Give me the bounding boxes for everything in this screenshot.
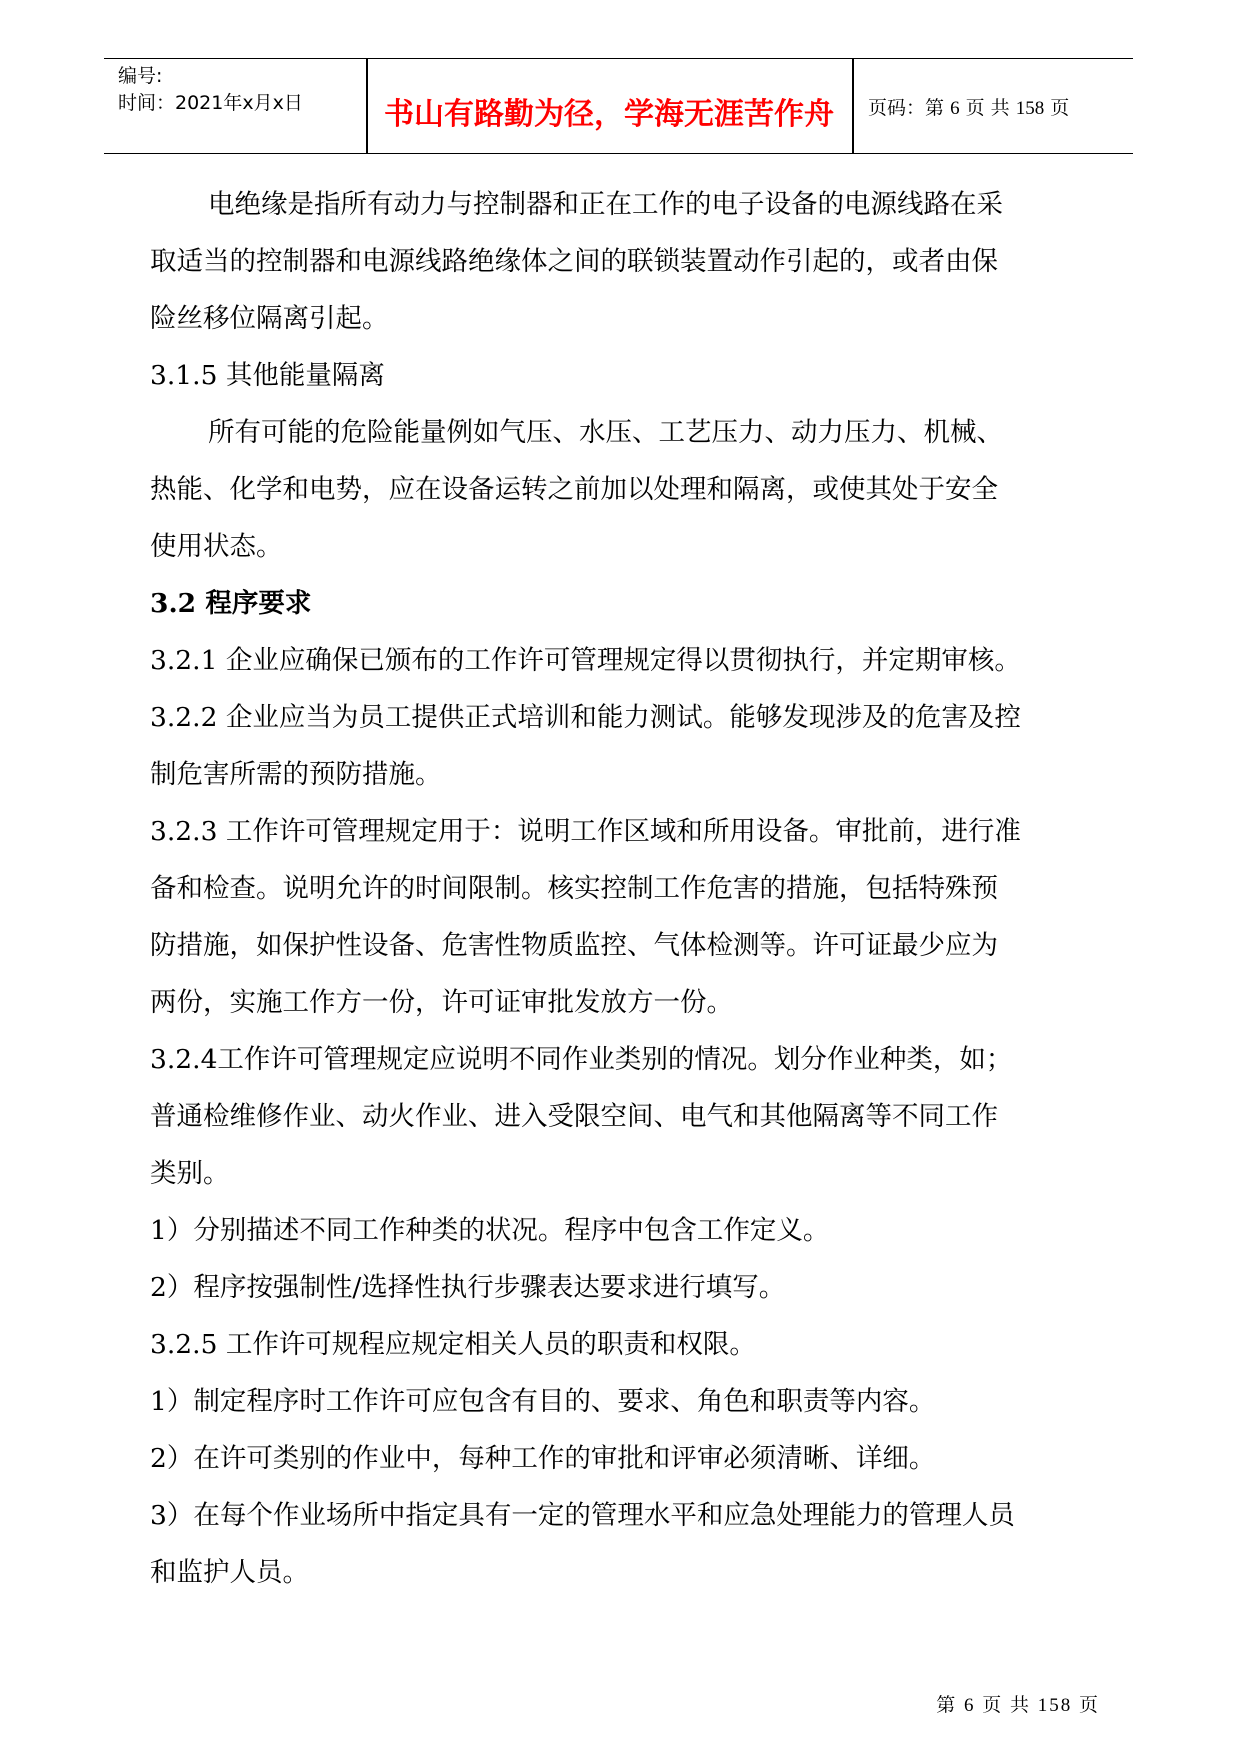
- document-body: [150, 176, 1100, 1601]
- body-line: 3.2.3 工作许可管理规定用于：说明工作区域和所用设备。审批前，进行准: [150, 816, 1021, 847]
- header-page-info: [868, 93, 1069, 120]
- header-meta: [118, 63, 303, 117]
- body-line: 制危害所需的预防措施。: [150, 759, 442, 790]
- section-heading: 3.2 程序要求: [150, 588, 312, 619]
- page-footer: 第 6 页 共 158 页: [936, 1695, 1100, 1716]
- page-mid: 页 共: [965, 97, 1010, 119]
- section-heading: 3.1.5 其他能量隔离: [150, 360, 385, 391]
- list-item: 1）制定程序时工作许可应包含有目的、要求、角色和职责等内容。: [150, 1386, 936, 1417]
- page-header: [104, 58, 1133, 154]
- header-divider: [852, 59, 854, 153]
- body-line: 所有可能的危险能量例如气压、水压、工艺压力、动力压力、机械、: [208, 417, 1003, 448]
- list-item: 2）在许可类别的作业中，每种工作的审批和评审必须清晰、详细。: [150, 1443, 936, 1474]
- page-prefix: 页码：第: [868, 97, 945, 119]
- body-line: 3.2.4工作许可管理规定应说明不同作业类别的情况。划分作业种类，如；: [150, 1044, 1013, 1075]
- body-line: 取适当的控制器和电源线路绝缘体之间的联锁装置动作引起的，或者由保: [150, 246, 998, 277]
- body-line: 3.2.2 企业应当为员工提供正式培训和能力测试。能够发现涉及的危害及控: [150, 702, 1021, 733]
- body-line: 防措施，如保护性设备、危害性物质监控、气体检测等。许可证最少应为: [150, 930, 998, 961]
- list-item: 2）程序按强制性/选择性执行步骤表达要求进行填写。: [150, 1272, 786, 1303]
- body-line: 普通检维修作业、动火作业、进入受限空间、电气和其他隔离等不同工作: [150, 1101, 998, 1132]
- page-number: 6: [950, 98, 960, 119]
- body-line: 和监护人员。: [150, 1557, 309, 1588]
- body-line: 3.2.5 工作许可规程应规定相关人员的职责和权限。: [150, 1329, 756, 1360]
- header-motto: 书山有路勤为径，学海无涯苦作舟: [384, 97, 834, 132]
- body-line: 使用状态。: [150, 531, 283, 562]
- page-total: 158: [1015, 98, 1045, 119]
- body-line: 险丝移位隔离引起。: [150, 303, 389, 334]
- body-line: 两份，实施工作方一份，许可证审批发放方一份。: [150, 987, 733, 1018]
- list-item: 1）分别描述不同工作种类的状况。程序中包含工作定义。: [150, 1215, 830, 1246]
- body-line: 3.2.1 企业应确保已颁布的工作许可管理规定得以贯彻执行，并定期审核。: [150, 645, 1021, 676]
- body-line: 类别。: [150, 1158, 230, 1189]
- body-line: 热能、化学和电势，应在设备运转之前加以处理和隔离，或使其处于安全: [150, 474, 998, 505]
- body-line: 备和检查。说明允许的时间限制。核实控制工作危害的措施，包括特殊预: [150, 873, 998, 904]
- list-item: 3）在每个作业场所中指定具有一定的管理水平和应急处理能力的管理人员: [150, 1500, 1015, 1531]
- body-line: 电绝缘是指所有动力与控制器和正在工作的电子设备的电源线路在采: [208, 189, 1003, 220]
- document-time: 时间：2021年x月x日: [118, 92, 303, 114]
- document-number-label: 编号:: [118, 65, 163, 87]
- page-suffix: 页: [1050, 97, 1070, 119]
